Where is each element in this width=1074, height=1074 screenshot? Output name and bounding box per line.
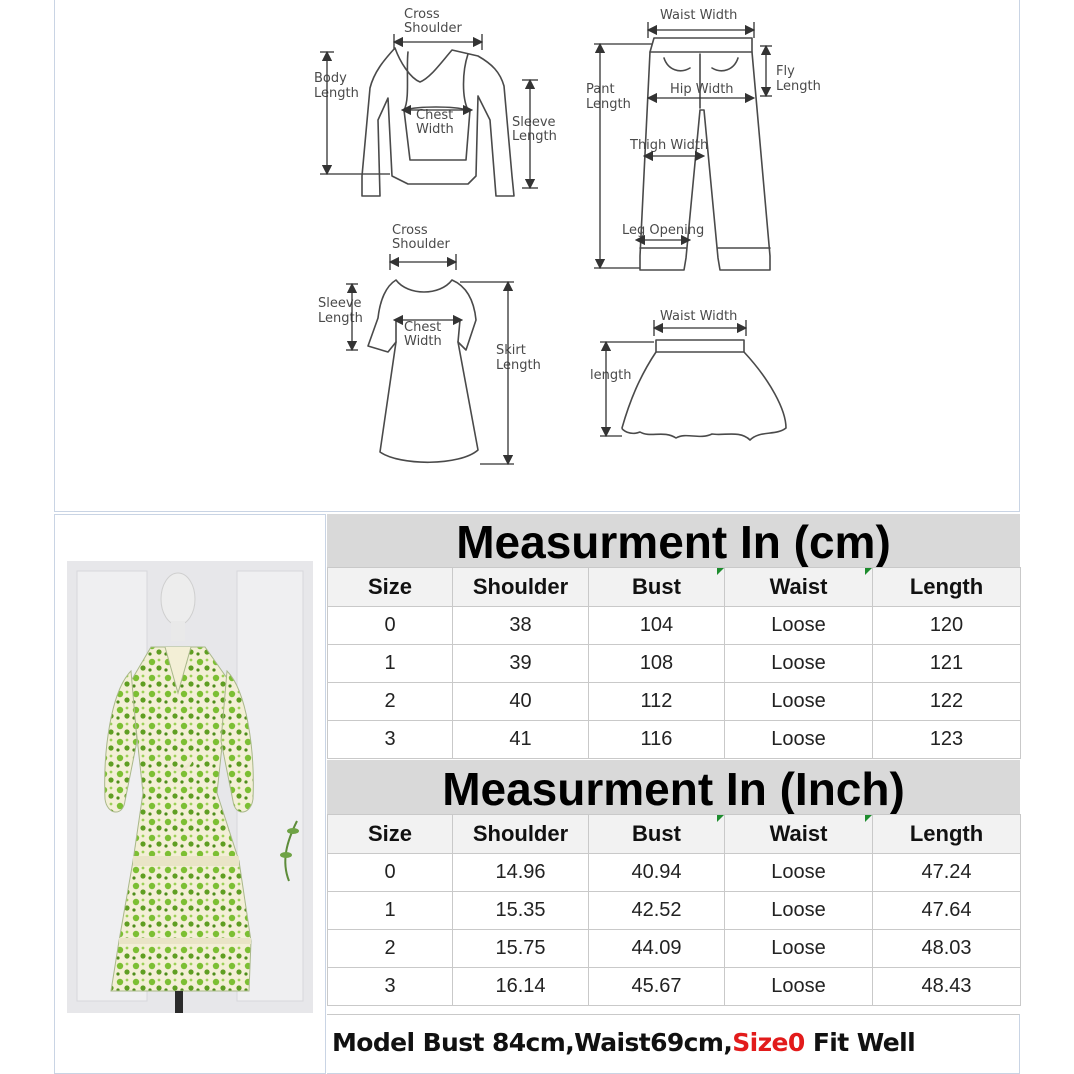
table-cell: 48.03 bbox=[873, 930, 1021, 968]
table-cell: 104 bbox=[589, 607, 725, 645]
table-cell: 15.35 bbox=[453, 892, 589, 930]
mannequin-head bbox=[161, 573, 195, 625]
table-row bbox=[328, 854, 1021, 892]
table-cell: 41 bbox=[453, 721, 589, 759]
pants-waist-width-label: Waist Width bbox=[660, 8, 738, 23]
dress-cross-shoulder-label-2: Shoulder bbox=[392, 237, 450, 252]
dress-sleeve-length-label-1: Sleeve bbox=[318, 296, 362, 311]
table-cell: 108 bbox=[589, 645, 725, 683]
skirt-diagram bbox=[590, 309, 786, 440]
jacket-sleeve-length-label-2: Length bbox=[512, 129, 557, 144]
dress-chest-width-label-2: Width bbox=[404, 334, 442, 349]
table-cell: 112 bbox=[589, 683, 725, 721]
measurement-diagrams bbox=[0, 0, 1074, 512]
header-waist: Waist bbox=[725, 815, 873, 854]
header-waist: Waist bbox=[725, 568, 873, 607]
header-bust: Bust bbox=[589, 815, 725, 854]
table-cell: Loose bbox=[725, 930, 873, 968]
pants-diagram bbox=[586, 8, 821, 270]
pants-leg-opening-label: Leg Opening bbox=[622, 223, 705, 238]
skirt-sketch bbox=[622, 340, 786, 440]
pants-fly-length-label-1: Fly bbox=[776, 64, 795, 79]
dress-sleeve-length-label-2: Length bbox=[318, 311, 363, 326]
cm-size-table bbox=[327, 567, 1021, 759]
cell-marker-icon bbox=[865, 815, 872, 822]
cell-marker-icon bbox=[717, 568, 724, 575]
table-cell: 121 bbox=[873, 645, 1021, 683]
table-cell: 0 bbox=[328, 607, 453, 645]
dress-diagram bbox=[318, 223, 541, 464]
table-cell: 0 bbox=[328, 854, 453, 892]
skirt-waist-width-label: Waist Width bbox=[660, 309, 738, 324]
table-cell: 40.94 bbox=[589, 854, 725, 892]
cm-table-title: Measurment In (cm) bbox=[327, 514, 1020, 567]
header-length: Length bbox=[873, 568, 1021, 607]
jacket-cross-shoulder-label-1: Cross bbox=[404, 7, 440, 22]
table-header-row bbox=[328, 568, 1021, 607]
table-cell: 122 bbox=[873, 683, 1021, 721]
model-note-size-highlight: Size0 bbox=[732, 1028, 805, 1057]
table-header-row bbox=[328, 815, 1021, 854]
table-cell: 38 bbox=[453, 607, 589, 645]
jacket-body-length-label-1: Body bbox=[314, 71, 347, 86]
jacket-cross-shoulder-label-2: Shoulder bbox=[404, 21, 462, 36]
pants-thigh-width-label: Thigh Width bbox=[630, 138, 709, 153]
table-cell: 123 bbox=[873, 721, 1021, 759]
dress-cross-shoulder-label-1: Cross bbox=[392, 223, 428, 238]
header-size: Size bbox=[328, 815, 453, 854]
table-cell: 14.96 bbox=[453, 854, 589, 892]
table-row bbox=[328, 892, 1021, 930]
dress-chest-width-label-1: Chest bbox=[404, 320, 442, 335]
skirt-length-label: length bbox=[590, 368, 632, 383]
product-photo-frame bbox=[54, 514, 326, 1074]
pants-fly-length-label-2: Length bbox=[776, 79, 821, 94]
header-shoulder: Shoulder bbox=[453, 568, 589, 607]
size-tables bbox=[327, 514, 1020, 1074]
header-bust: Bust bbox=[589, 568, 725, 607]
jacket-body-length-label-2: Length bbox=[314, 86, 359, 101]
table-cell: Loose bbox=[725, 854, 873, 892]
table-row bbox=[328, 968, 1021, 1006]
jacket-sleeve-length-label-1: Sleeve bbox=[512, 115, 556, 130]
table-cell: 2 bbox=[328, 930, 453, 968]
inch-table-title: Measurment In (Inch) bbox=[327, 760, 1020, 814]
table-cell: 116 bbox=[589, 721, 725, 759]
table-row bbox=[328, 645, 1021, 683]
table-cell: 45.67 bbox=[589, 968, 725, 1006]
table-row bbox=[328, 930, 1021, 968]
dress-skirt-length-label-2: Length bbox=[496, 358, 541, 373]
model-note-fit: Fit Well bbox=[804, 1028, 916, 1057]
table-cell: Loose bbox=[725, 645, 873, 683]
table-cell: 3 bbox=[328, 968, 453, 1006]
dress-sketch bbox=[368, 280, 478, 462]
table-cell: 15.75 bbox=[453, 930, 589, 968]
table-cell: 1 bbox=[328, 892, 453, 930]
header-length: Length bbox=[873, 815, 1021, 854]
mannequin-stand bbox=[175, 991, 183, 1013]
table-cell: Loose bbox=[725, 968, 873, 1006]
table-cell: Loose bbox=[725, 683, 873, 721]
table-cell: 16.14 bbox=[453, 968, 589, 1006]
table-cell: Loose bbox=[725, 607, 873, 645]
jacket-chest-width-label-1: Chest bbox=[416, 108, 454, 123]
table-cell: 39 bbox=[453, 645, 589, 683]
header-size: Size bbox=[328, 568, 453, 607]
table-cell: 2 bbox=[328, 683, 453, 721]
table-cell: 47.24 bbox=[873, 854, 1021, 892]
table-cell: 44.09 bbox=[589, 930, 725, 968]
table-row bbox=[328, 721, 1021, 759]
cell-marker-icon bbox=[717, 815, 724, 822]
table-cell: 48.43 bbox=[873, 968, 1021, 1006]
table-row bbox=[328, 683, 1021, 721]
table-cell: 40 bbox=[453, 683, 589, 721]
pants-pant-length-label-1: Pant bbox=[586, 82, 615, 97]
table-cell: 42.52 bbox=[589, 892, 725, 930]
inch-size-table bbox=[327, 814, 1021, 1006]
pants-hip-width-label: Hip Width bbox=[670, 82, 734, 97]
table-cell: Loose bbox=[725, 892, 873, 930]
jacket-chest-width-label-2: Width bbox=[416, 122, 454, 137]
table-cell: 1 bbox=[328, 645, 453, 683]
pants-pant-length-label-2: Length bbox=[586, 97, 631, 112]
product-photo bbox=[67, 561, 313, 1013]
header-shoulder: Shoulder bbox=[453, 815, 589, 854]
table-row bbox=[328, 607, 1021, 645]
table-cell: 120 bbox=[873, 607, 1021, 645]
table-cell: 3 bbox=[328, 721, 453, 759]
table-cell: Loose bbox=[725, 721, 873, 759]
model-fit-note bbox=[327, 1014, 1020, 1074]
cell-marker-icon bbox=[865, 568, 872, 575]
jacket-diagram bbox=[314, 7, 557, 196]
model-note-text: Model Bust 84cm,Waist69cm, bbox=[332, 1028, 733, 1057]
table-cell: 47.64 bbox=[873, 892, 1021, 930]
dress-skirt-length-label-1: Skirt bbox=[496, 343, 526, 358]
